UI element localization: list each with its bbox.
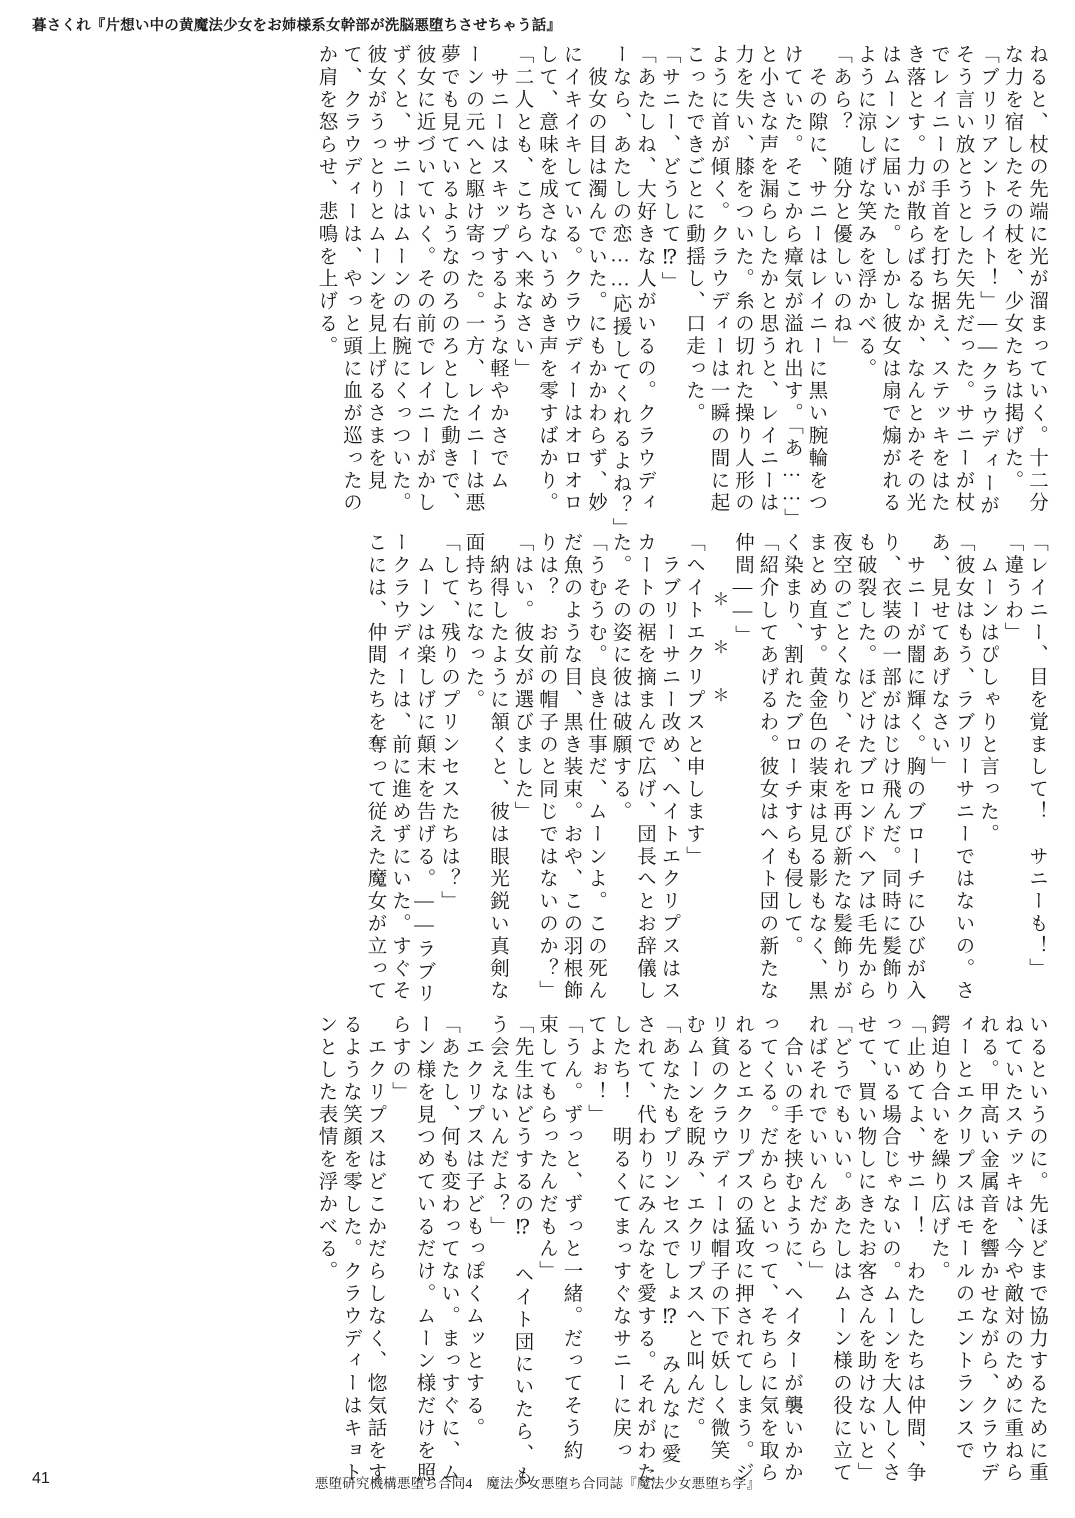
text-column: カートの裾を摘まんで広げ、団長へとお辞儀し: [634, 532, 655, 1003]
text-column: 「二人とも、こちらへ来なさい」: [511, 44, 533, 380]
text-column: 「違うわ」: [1001, 532, 1023, 644]
text-column: れる。甲高い金属音を響かせながら、クラウデ: [977, 1014, 998, 1485]
text-column: 「あたしね、大好きな人がいるの。クラウディ: [634, 44, 655, 515]
text-column: 彼女の目は濁んでいた。にもかかわらず、妙: [585, 44, 606, 515]
text-column: 「彼女はもう、ラブリーサニーではないの。さ: [952, 532, 974, 1003]
text-column: 彼女に近づいていく。その前でレイニーがかし: [413, 44, 435, 515]
text-column: っている場合じゃないの。ムーンを大人しくさ: [879, 1014, 900, 1485]
text-column: 「ヘイトエクリプスと申します」: [683, 532, 704, 868]
text-column: むムーンを睨み、エクリプスへと叫んだ。: [683, 1014, 704, 1440]
text-column: して、意味を成さないうめき声を零すばかり。: [536, 44, 557, 515]
text-column: まとめ直す。黄金色の装束は見る影もなく、黒: [805, 532, 827, 1003]
text-column: ラブリーサニー改め、ヘイトエクリプスはス: [658, 532, 680, 1003]
text-column: 「どうでもいい。あたしはムーン様の役に立て: [830, 1014, 851, 1485]
text-column: 「サニー、どうして⁉」: [658, 44, 680, 294]
text-column: 面持ちになった。: [462, 532, 484, 712]
text-column: 納得したように頷くと、彼は眼光鋭い真剣な: [487, 532, 508, 1003]
text-column: ＊ ＊ ＊: [709, 590, 729, 709]
text-column: 「止めてよ、サニー！ わたしたちは仲間、争: [903, 1014, 925, 1485]
text-column: はムーンに届いた。しかし彼女は扇で煽がれる: [879, 44, 900, 515]
text-column: 「あら？ 随分と優しいのね」: [830, 44, 851, 358]
text-column: ねていたステッキは、今や敵対のために重ねら: [1001, 1014, 1023, 1485]
text-column: 合いの手を挟むように、ヘイターが襲いかか: [781, 1014, 802, 1485]
text-column: れるとエクリプスの猛攻に押されてしまう。ジ: [732, 1014, 753, 1485]
text-column: 「レイニー、目を覚まして！ サニーも！」: [1026, 532, 1047, 980]
text-column: た。その姿に彼は破願する。: [609, 532, 631, 824]
text-column: ィーとエクリプスはモールのエントランスで: [952, 1014, 974, 1462]
text-column: 「うむうむ。良き仕事だ、ムーンよ。この死ん: [585, 532, 606, 1003]
text-column: りは？ お前の帽子のと同じではないのか？」: [536, 532, 557, 1003]
text-column: にイキイキしている。クラウディーはオロオロ: [560, 44, 582, 515]
text-column: らすの」: [389, 1014, 410, 1104]
text-column: 「あなたもプリンセスでしょ⁉ みんなに愛: [658, 1014, 680, 1466]
page-number: 41: [32, 1470, 50, 1487]
text-column: く染まり、割れたブローチすらも侵して。: [781, 532, 802, 958]
text-column: 「先生はどうするの⁉ ヘイト団にいたら、も: [511, 1014, 533, 1488]
text-column: か肩を怒らせ、悲鳴を上げる。: [315, 44, 337, 358]
footer-title: 悪堕研究機構悪堕ち合同4 魔法少女悪堕ち合同誌『魔法少女悪堕ち学』: [314, 1476, 761, 1491]
text-column: ンとした表情を浮かべる。: [315, 1014, 337, 1283]
text-column: う会えないんだよ？」: [487, 1014, 508, 1238]
text-column: されて、代わりにみんなを愛する。それがわた: [634, 1014, 655, 1485]
text-column: 彼女がうっとりとムーンを見上げるさまを見: [364, 44, 386, 492]
text-column: けていた。そこから瘴気が溢れ出す。「あ……」: [781, 44, 802, 531]
text-column: 「して、残りのプリンセスたちは？」: [438, 532, 459, 913]
text-column: るような笑顔を零した。クラウディーはキョト: [340, 1014, 361, 1485]
text-column: り、衣装の一部がはじけ飛んだ。同時に髪飾り: [879, 532, 900, 1003]
running-header: 暮さくれ『片想い中の黄魔法少女をお姉様系女幹部が洗脳悪堕ちさせちゃう話』: [32, 18, 562, 34]
text-column: だ魚のような目、黒き装束。おや、この羽根飾: [560, 532, 582, 1003]
text-column: エクリプスは子どもっぽくムッとする。: [462, 1014, 484, 1440]
text-column: ってくる。だからといって、そちらに気を取ら: [756, 1014, 778, 1485]
text-column: ればそれでいいんだから」: [805, 1014, 827, 1283]
page-footer: [0, 1470, 1075, 1492]
text-column: そう言い放とうとした矢先だった。サニーが杖: [952, 44, 974, 515]
text-column: こには、仲間たちを奪って従えた魔女が立って: [364, 532, 386, 1003]
text-column: 力を失い、膝をついた。糸の切れた操り人形の: [732, 44, 753, 515]
text-column: 夜空のごとくなり、それを再び新たな髪飾りが: [830, 532, 851, 1003]
text-block-middle: [86, 532, 1047, 1006]
text-column: 仲間――」: [732, 532, 753, 647]
text-column: サニーが闇に輝く。胸のブローチにひびが入: [903, 532, 925, 1003]
text-column: てよぉ！」: [585, 1014, 606, 1126]
text-column: 「あたし、何も変わってない。まっすぐに、ム: [438, 1014, 459, 1485]
text-column: あ、見せてあげなさい」: [928, 532, 949, 779]
text-column: 「紹介してあげるわ。彼女はヘイト団の新たな: [756, 532, 778, 1003]
text-column: リ貧のクラウディーは帽子の下で妖しく微笑: [707, 1014, 729, 1462]
text-column: ずくと、サニーはムーンの右腕にくっついた。: [389, 44, 410, 515]
text-column: でレイニーの手首を打ち据え、ステッキをはた: [928, 44, 949, 515]
text-column: と小さな声を漏らしたかと思うと、レイニーは: [756, 44, 778, 515]
text-column: な力を宿したその杖を、少女たちは掲げた。: [1001, 44, 1023, 492]
text-column: ークラウディーは、前に進めずにいた。すぐそ: [389, 532, 410, 1003]
text-column: 鍔迫り合いを繰り広げた。: [928, 1014, 949, 1283]
text-column: ように涼しげな笑みを浮かべる。: [854, 44, 876, 380]
text-column: いるというのに。先ほどまで協力するために重: [1026, 1014, 1047, 1485]
text-column: ように首が傾く。クラウディーは一瞬の間に起: [707, 44, 729, 515]
text-block-top: [86, 44, 1047, 540]
text-column: ねると、杖の先端に光が溜まっていく。十二分: [1026, 44, 1047, 515]
text-column: こったできごとに動揺し、口走った。: [683, 44, 704, 425]
text-column: て、クラウディーは、やっと頭に血が巡ったの: [340, 44, 361, 515]
text-column: き落とす。力が散らばるなか、なんとかその光: [903, 44, 925, 515]
text-column: 「はい。彼女が選びました」: [511, 532, 533, 824]
text-column: 「ブリリアントライト！」――クラウディーが: [977, 44, 998, 518]
text-column: ーンの元へと駆け寄った。一方、レイニーは悪: [462, 44, 484, 515]
text-column: ーなら、あたしの恋……応援してくれるよね？」: [609, 44, 631, 540]
text-column: 「うん。ずっと、ずっと一緒。だってそう約: [560, 1014, 582, 1462]
text-column: エクリプスはどこかだらしなく、惚気話をす: [364, 1014, 386, 1485]
text-column: 束してもらったんだもん」: [536, 1014, 557, 1283]
text-column: 夢でも見ているようなのろのろとした動きで、: [438, 44, 459, 515]
text-column: サニーはスキップするような軽やかさでム: [487, 44, 508, 492]
text-column: せて、買い物しにきたお客さんを助けないと」: [854, 1014, 876, 1485]
text-column: ムーンは楽しげに顛末を告げる。――ラブリ: [413, 532, 435, 1006]
text-column: したち！ 明るくてまっすぐなサニーに戻っ: [609, 1014, 631, 1462]
text-column: も破裂した。ほどけたブロンドヘアは毛先から: [854, 532, 876, 1003]
text-column: その隙に、サニーはレイニーに黒い腕輪をつ: [805, 44, 827, 515]
text-column: ムーンはぴしゃりと言った。: [977, 532, 998, 846]
text-column: ーン様を見つめているだけ。ムーン様だけを照: [413, 1014, 435, 1485]
